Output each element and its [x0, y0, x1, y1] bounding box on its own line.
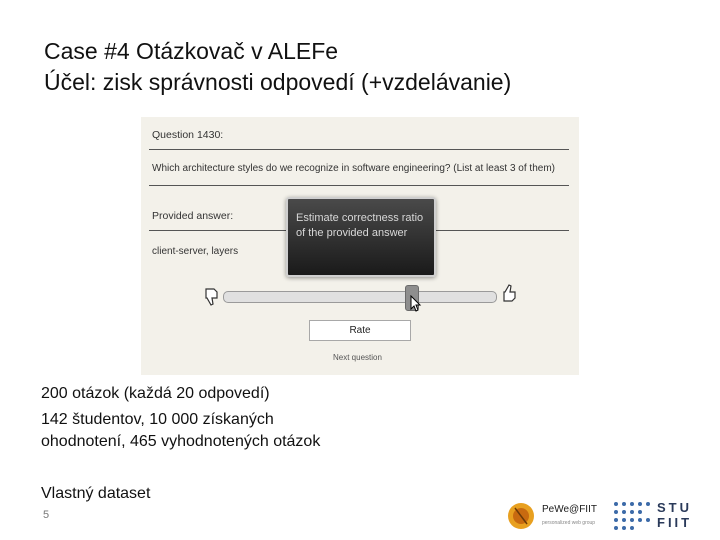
- tooltip: [286, 197, 436, 277]
- thumbs-up-icon[interactable]: [501, 283, 519, 303]
- provided-answer-label: Provided answer:: [152, 210, 234, 222]
- divider: [149, 185, 569, 186]
- slide-title-line-2: Účel: zisk správnosti odpovedí (+vzdelávanie): [44, 69, 512, 95]
- slide-number: 5: [43, 509, 50, 521]
- slide-title-line-1: Case #4 Otázkovač v ALEFe: [44, 38, 339, 64]
- stu-fiit-logo: [657, 500, 692, 530]
- fiit-logo-text: FIIT: [657, 515, 693, 530]
- pewe-logo-subtitle: personalized web group: [542, 520, 596, 526]
- rating-slider[interactable]: [223, 291, 497, 303]
- tooltip-text: Estimate correctness ratio of the provided answer: [296, 212, 424, 239]
- question-text: Which architecture styles do we recognize in software engineering? (List at least 3 of them): [152, 163, 555, 174]
- slide-title: [44, 36, 511, 98]
- stu-logo-text: STU: [657, 500, 692, 515]
- stu-dots-icon: [612, 500, 652, 534]
- body-line-2: 142 študentov, 10 000 získaných: [41, 411, 274, 428]
- pewe-logo-text: PeWe@FIIT: [542, 504, 597, 515]
- provided-answer-text: client-server, layers: [152, 246, 239, 257]
- question-label: Question 1430:: [152, 129, 224, 141]
- mouse-cursor-icon: [410, 295, 422, 313]
- thumbs-down-icon[interactable]: [203, 287, 221, 307]
- divider: [149, 149, 569, 150]
- dataset-label: Vlastný dataset: [41, 485, 151, 502]
- rate-button[interactable]: Rate: [309, 320, 411, 341]
- next-question-link[interactable]: Next question: [333, 353, 382, 362]
- embedded-screenshot: [141, 117, 579, 375]
- body-line-1: 200 otázok (každá 20 odpovedí): [41, 385, 270, 402]
- body-line-3: ohodnotení, 465 vyhodnotených otázok: [41, 433, 321, 450]
